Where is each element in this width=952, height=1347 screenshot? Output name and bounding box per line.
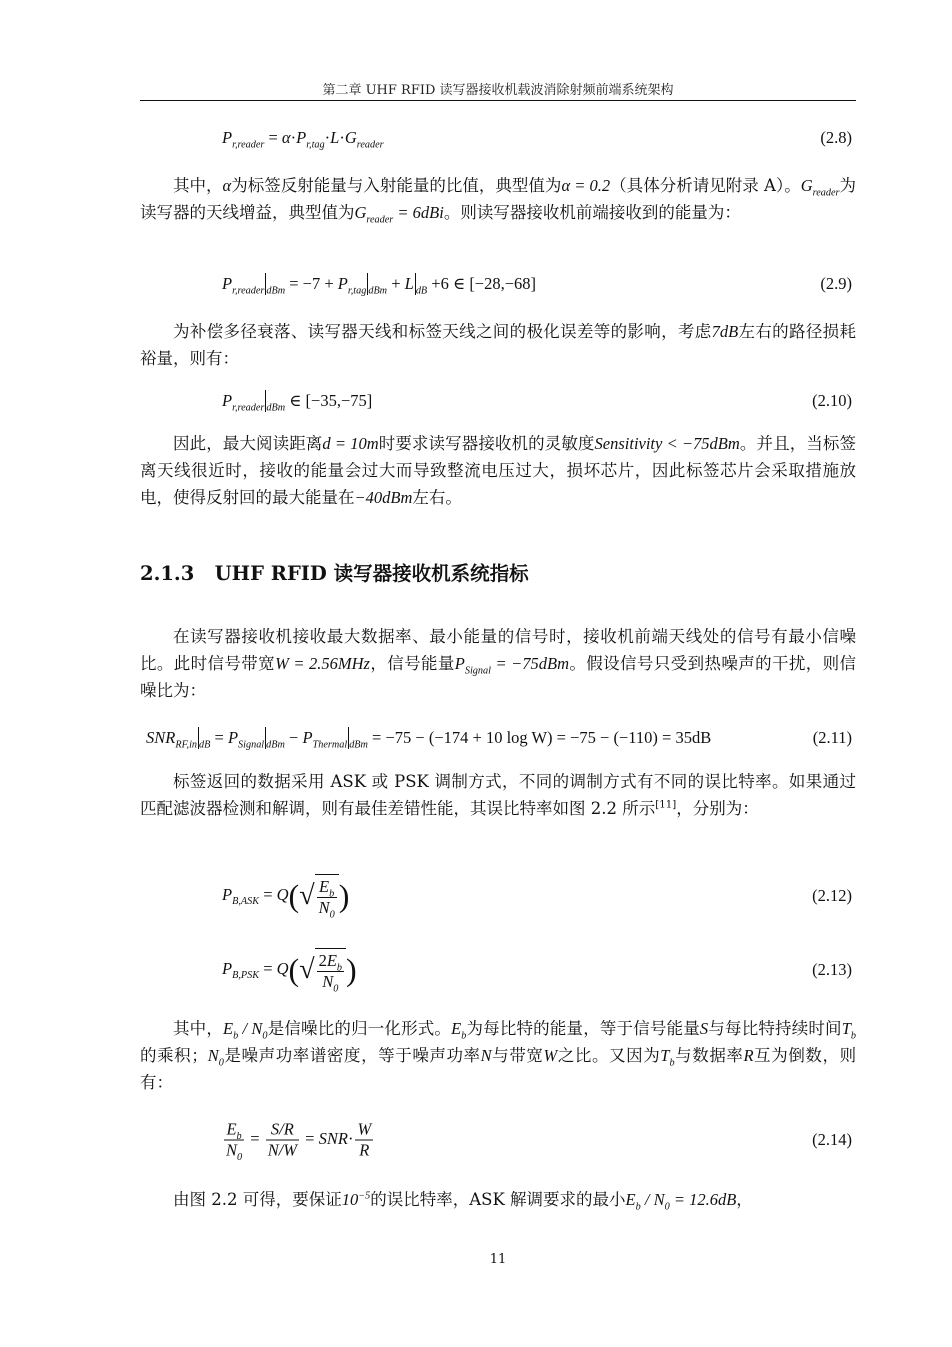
equation-rhs: = −75 − (−174 + 10 log W) = −75 − (−110) = 35dB [372, 728, 712, 747]
equation-2-11 [140, 718, 856, 758]
text: 是信噪比的归一化形式。 [267, 1019, 452, 1038]
paragraph-modulation [140, 768, 856, 822]
text: 左右。 [412, 488, 462, 507]
paragraph-margin [140, 318, 856, 372]
equation-body: $P_{B,PSK} = Q(√$ $\frac{2E_b}{N_0}$ ) [222, 948, 357, 992]
text: 其中， [173, 176, 223, 195]
equation-2-12 [140, 870, 856, 922]
paragraph-sensitivity [140, 430, 856, 511]
equation-rhs: ∈ [−35,−75] [289, 391, 373, 410]
math-signal-power: = −75dBm [495, 654, 570, 673]
equation-body: $P_{r,reader} = \alpha\cdot P_{r,tag}\cdot L\cdot G_{reader}$ [222, 128, 384, 151]
equation-number: (2.10) [812, 391, 852, 410]
equation-number: (2.12) [812, 886, 852, 905]
text: 的误比特率，ASK 解调要求的最小 [370, 1190, 626, 1209]
math-ebn0-value: = 12.6dB [673, 1190, 737, 1209]
text: 由图 2.2 可得，要保证 [173, 1190, 342, 1209]
paragraph-ask-requirement: 由图 2.2 可得，要保证$10^{-5}$的误比特率，ASK 解调要求的最小$E_b / N_0 = 12.6dB$， [173, 1190, 753, 1213]
math-gain-value: = 6dBi [397, 203, 444, 222]
text: 是噪声功率谱密度，等于噪声功率 [223, 1046, 481, 1065]
text: 与数据率 [674, 1046, 744, 1065]
text: 为补偿多径衰落、读写器天线和标签天线之间的极化误差等的影响，考虑 [173, 322, 712, 341]
equation-2-10 [140, 381, 856, 421]
equation-2-8 [140, 118, 856, 158]
text: 在读写器接收机接收最大数据率、最小能量的信号时，接收机前端天线处的信号有最小信噪比。此时信号带宽 [140, 627, 856, 673]
text: 为读写器的天线增益，典型值为 [140, 176, 857, 222]
math-distance: d = 10m [322, 434, 379, 453]
equation-body: $P_{r,reader}$ $_{dBm}$ ∈ [−35,−75] [222, 391, 373, 414]
text: ，信号能量 [369, 654, 455, 673]
equation-rhs: +6 ∈ [−28,−68] [431, 274, 537, 293]
text: 互为倒数，则有： [140, 1046, 857, 1092]
equation-2-14 [140, 1112, 856, 1168]
paragraph-eb-n0: 其中，$E_b / N_0$是信噪比的归一化形式。$E_b$为每比特的能量，等于信号能量S与每比特持续时间$T_b$的乘积；$N_0$是噪声功率谱密度，等于噪声功率N与带宽W之比。又因为$T_b$与数据率R互为倒数，则有： [140, 1019, 857, 1092]
math-margin: 7dB [711, 322, 739, 341]
text: 。则读写器接收机前端接收到的能量为： [443, 203, 741, 222]
equation-number: (2.14) [812, 1130, 852, 1149]
text: 与每比特持续时间 [708, 1019, 842, 1038]
text: ，分别为： [676, 799, 759, 818]
running-header: 第二章 UHF RFID 读写器接收机载波消除射频前端系统架构 [322, 83, 674, 98]
text: 为标签反射能量与入射能量的比值，典型值为 [231, 176, 562, 195]
math-max-energy: −40dBm [354, 488, 413, 507]
text: 。并且，当标签离天线很近时，接收的能量会过大而导致整流电压过大，损坏芯片，因此标签芯片会采取措施放电，使得反射回的最大能量在 [140, 434, 857, 507]
math-ber-base: 10 [341, 1190, 359, 1209]
text: 的乘积； [140, 1046, 208, 1065]
text: 之比。又因为 [557, 1046, 661, 1065]
text: 标签返回的数据采用 ASK 或 PSK 调制方式，不同的调制方式有不同的误比特率。如果通过匹配滤波器检测和解调，则有最佳差错性能，其误比特率如图 2.2 所示 [140, 772, 856, 818]
text: 时要求读写器接收机的灵敏度 [378, 434, 595, 453]
citation: [11] [655, 799, 677, 811]
equation-body: $\frac{E_b}{N_0}$ = $\frac{S/R}{N/W}$ = SNR· $\frac{W}{R}$ [226, 1119, 372, 1163]
paragraph-snr: 在读写器接收机接收最大数据率、最小能量的信号时，接收机前端天线处的信号有最小信噪比。此时信号带宽W = 2.56MHz，信号能量$P_{Signal} = -75dBm$。假设信号只受到热噪声的干扰，则信噪比为： [140, 627, 857, 700]
math-sensitivity: Sensitivity < −75dBm [594, 434, 740, 453]
header-rule [140, 100, 856, 101]
section-heading [140, 558, 529, 586]
text: 因此，最大阅读距离 [173, 434, 323, 453]
text: 。假设信号只受到热噪声的干扰，则信噪比为： [140, 654, 857, 700]
page-number: 11 [489, 1252, 507, 1267]
section-number: 2.1.3 [140, 562, 195, 585]
equation-body: $P_{r,reader}$ $_{dBm} = -7 + P_{r,tag}$ $_{dBm}$ + L $_{dB}$ +6 ∈ [−28,−68] [222, 274, 537, 297]
math-ber-exponent: −5 [358, 1190, 371, 1202]
text: 为每比特的能量，等于信号能量 [466, 1019, 700, 1038]
text: 其中， [173, 1019, 224, 1038]
equation-number: (2.13) [812, 960, 852, 979]
equation-body: $SNR_{RF,in}$ $_{dB} = P_{Signal}$ $_{dBm} - P_{Thermal}$ $_{dBm}$ = −75 − (−174 + 10 log W) = −75 − (−110) = 35dB [146, 728, 712, 751]
equation-body: $P_{B,ASK} = Q(√$ $\frac{E_b}{N_0}$ ) [222, 874, 349, 918]
equation-2-13 [140, 942, 856, 998]
text: （具体分析请见附录 A）。 [610, 176, 801, 195]
text: 与带宽 [491, 1046, 544, 1065]
math-bandwidth: W = 2.56MHz [275, 654, 370, 673]
math-alpha-value: α = 0.2 [561, 176, 611, 195]
section-title: UHF RFID 读写器接收机系统指标 [214, 562, 529, 585]
equation-2-9 [140, 264, 856, 304]
text: ， [736, 1190, 753, 1209]
equation-number: (2.11) [812, 728, 852, 747]
paragraph-reflection: 其中，α为标签反射能量与入射能量的比值，典型值为α = 0.2（具体分析请见附录 A）。$G_{reader}$为读写器的天线增益，典型值为$G_{reader} = 6dBi$。则读写器接收机前端接收到的能量为： [140, 176, 857, 226]
text: 左右的路径损耗裕量，则有： [140, 322, 857, 368]
equation-number: (2.9) [820, 274, 852, 293]
equation-number: (2.8) [820, 128, 852, 147]
